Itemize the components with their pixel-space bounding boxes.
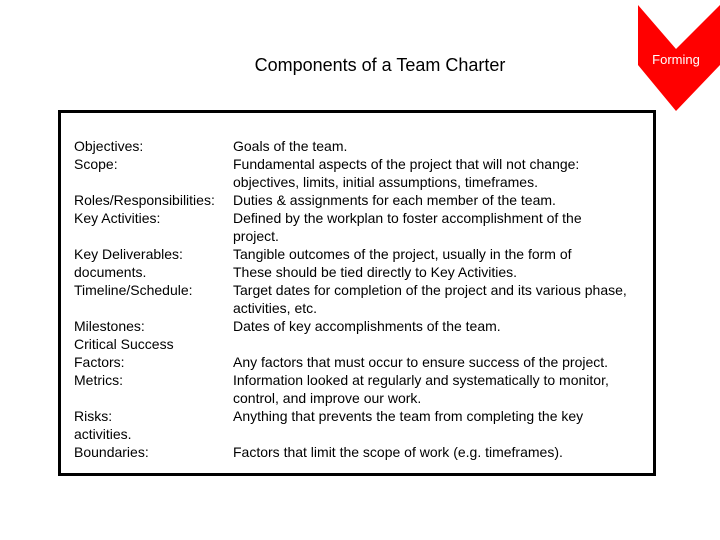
component-description: objectives, limits, initial assumptions, timeframes. [233, 174, 538, 190]
component-name [74, 299, 234, 317]
component-description: control, and improve our work. [233, 390, 422, 406]
component-name: Boundaries: [74, 444, 149, 460]
forming-badge [638, 5, 720, 111]
component-description: Defined by the workplan to foster accomplishment of the [233, 210, 582, 226]
component-name [74, 227, 234, 245]
component-description: activities, etc. [233, 300, 318, 316]
component-description [233, 335, 658, 353]
component-name: Objectives: [74, 138, 144, 154]
component-description: Duties & assignments for each member of the team. [233, 192, 556, 208]
component-description: Tangible outcomes of the project, usually in the form of [233, 246, 572, 262]
page-title: Components of a Team Charter [254, 55, 506, 75]
component-name: Key Deliverables: [74, 246, 183, 262]
component-name: activities. [74, 426, 132, 442]
component-name: Roles/Responsibilities: [74, 192, 215, 208]
badge-label: Forming [652, 52, 700, 67]
component-name: Critical Success [74, 336, 174, 352]
component-description: Information looked at regularly and systematically to monitor, [233, 372, 609, 388]
component-name: Key Activities: [74, 210, 161, 226]
component-names-column [74, 137, 234, 461]
component-description: project. [233, 228, 279, 244]
component-description: Fundamental aspects of the project that will not change: [233, 156, 580, 172]
component-description: Goals of the team. [233, 138, 348, 154]
component-name [74, 173, 234, 191]
component-name: Factors: [74, 354, 125, 370]
component-name: Milestones: [74, 318, 145, 334]
component-description: Dates of key accomplishments of the team. [233, 318, 501, 334]
component-description: Factors that limit the scope of work (e.g. timeframes). [233, 444, 563, 460]
component-name [74, 389, 234, 407]
component-name: Scope: [74, 156, 118, 172]
component-description [233, 425, 658, 443]
component-descriptions-column [233, 137, 658, 461]
component-name: Timeline/Schedule: [74, 282, 193, 298]
component-description: These should be tied directly to Key Activities. [233, 264, 518, 280]
component-name: documents. [74, 264, 147, 280]
component-name: Risks: [74, 408, 113, 424]
component-description: Anything that prevents the team from completing the key [233, 408, 584, 424]
component-name: Metrics: [74, 372, 123, 388]
component-description: Any factors that must occur to ensure success of the project. [233, 354, 609, 370]
component-description: Target dates for completion of the project and its various phase, [233, 282, 627, 298]
